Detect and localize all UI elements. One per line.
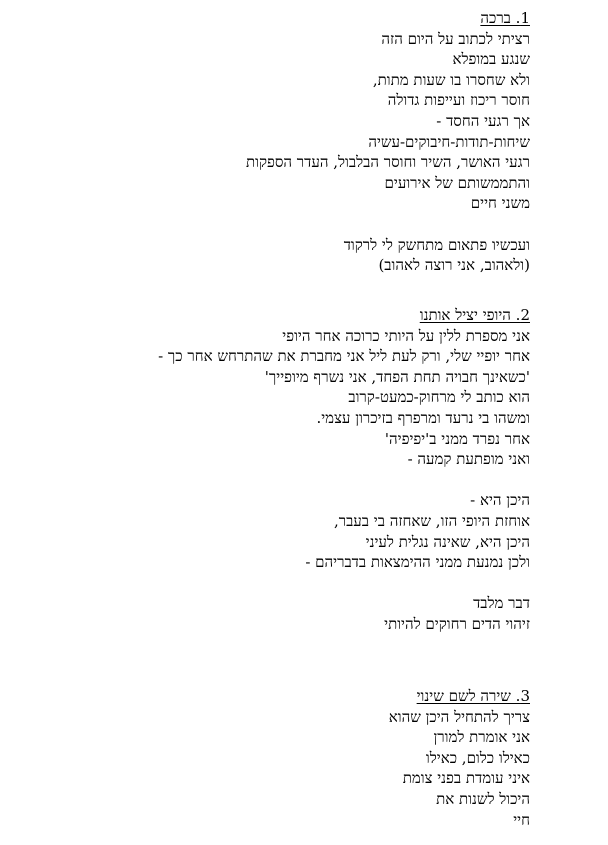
poem-line: ולכן נמנעת ממני ההימצאות בדבריהם - (305, 553, 530, 572)
poem-line: היכול לשנות את (436, 789, 530, 808)
poem-3 (10, 686, 530, 830)
poem-line: אוחזת היופי הזו, שאחזה בי בעבר, (333, 511, 530, 530)
poem-1 (10, 8, 530, 276)
poem-line: הוא כותב לי מרחוק-כמעט-קרוב (348, 388, 530, 407)
poem-line: ומשהו בי נרעד ומרפרף בזיכרון עצמי. (316, 408, 530, 427)
poem-line: משני חיים (470, 194, 530, 213)
poem-line: אחר יופיי שלי, ורק לעת ליל אני מחברת את שהתרחש אחר כך - (158, 347, 530, 366)
poem-line: רגעי האושר, השיר וחוסר הבלבול, העדר הספקות (245, 153, 530, 172)
poem-line: אך רגעי החסד - (436, 111, 530, 130)
poem-title: 2. היופי יציל אותנו (419, 306, 530, 324)
poem-line: איני עומדת בפני צומת (402, 769, 530, 788)
poem-line: דבר מלבד (473, 594, 530, 613)
poem-line: ולא שחסרו בו שעות מתות, (372, 70, 530, 89)
poem-line: צריך להתחיל היכן שהוא (388, 707, 530, 726)
poem-line: והתממשותם של אירועים (384, 173, 530, 192)
poem-line: 'כשאינך חבויה תחת הפחד, אני נשרף מיופייך' (264, 367, 530, 386)
stanza-break (10, 214, 530, 235)
poem-line: כאילו כלום, כאילו (425, 748, 530, 767)
poem-line: זיהוי הדים רחוקים להיותי (384, 614, 530, 633)
poem-line: ועכשיו פתאום מתחשק לי לרקוד (343, 235, 530, 254)
poem-title: 3. שירה לשם שינוי (416, 687, 530, 705)
poem-line: ואני מופתעת קמעה - (407, 450, 530, 469)
poem-line: אני אומרת למורן (433, 728, 530, 747)
poem-line: רציתי לכתוב על היום הזה (381, 29, 530, 48)
poem-line: חוסר ריכוז ועייפות גדולה (387, 91, 530, 110)
poem-line: שנגע במופלא (452, 50, 530, 69)
poem-line: (ולאהוב, אני רוצה לאהוב) (378, 256, 530, 275)
poem-line: אני מספרת ללין על היותי כרוכה אחר היופי (282, 326, 530, 345)
poem-2 (10, 305, 530, 635)
poem-line: היכן היא - (470, 491, 530, 510)
stanza-break (10, 470, 530, 491)
poem-line: שיחות-תודות-חיבוקים-עשיה (368, 132, 530, 151)
poem-line: אחר נפרד ממני ב'יפיפיה' (384, 429, 530, 448)
stanza-break (10, 573, 530, 594)
poem-line: היכן היא, שאינה נגלית לעיני (365, 532, 530, 551)
poem-line: חיי (513, 810, 530, 829)
poem-title: 1. ברכה (480, 9, 530, 27)
